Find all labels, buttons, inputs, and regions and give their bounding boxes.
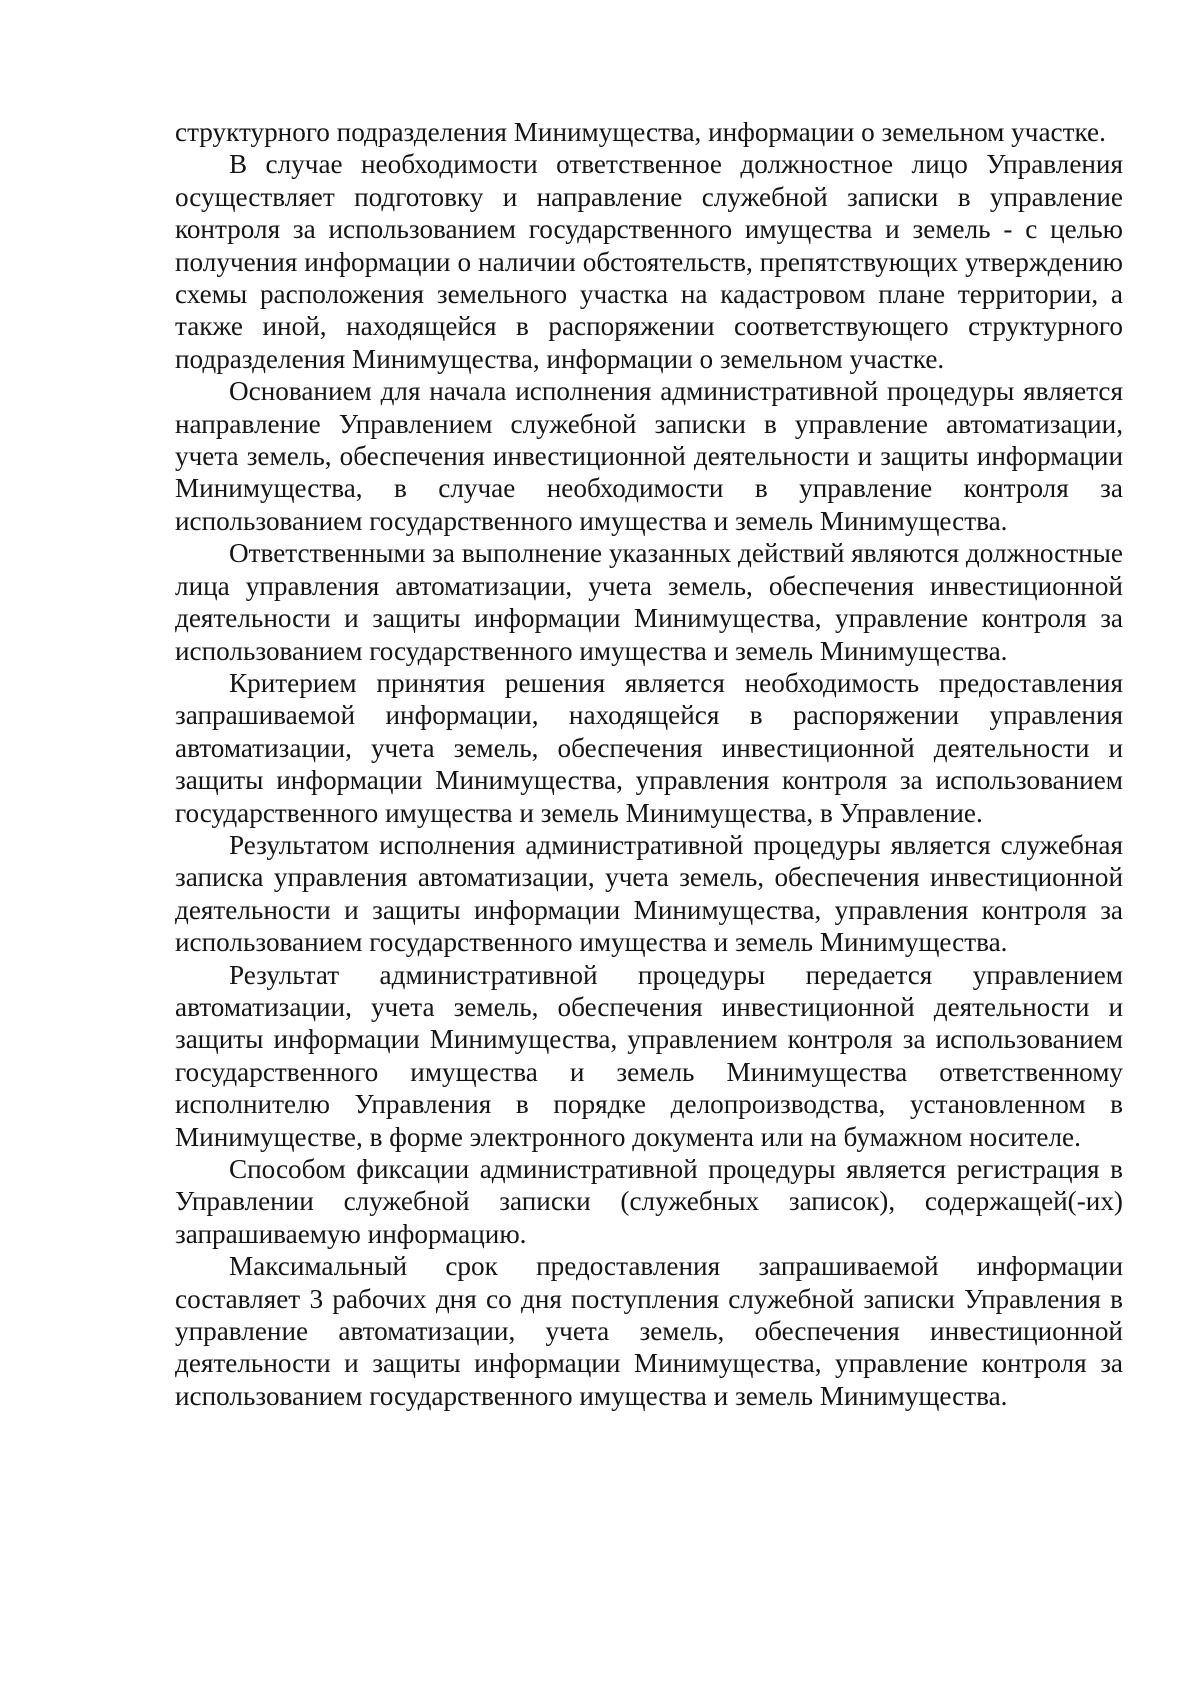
paragraph-responsible: Ответственными за выполнение указанных действий являются должностные лица управления автоматизации, учета земель, обеспечения инвестиционной деятельности и защиты информации Минимущества, управление контроля за использованием государственного имущества и земель Минимущества. — [175, 538, 1123, 666]
document-page — [175, 116, 1123, 1412]
paragraph-max-term: Максимальный срок предоставления запрашиваемой информации составляет 3 рабочих дня со дня поступления служебной записки Управления в управление автоматизации, учета земель, обеспечения инвестиционной деятельности и защиты информации Минимущества, управление контроля за использованием государственного имущества и земель Минимущества. — [175, 1251, 1123, 1411]
paragraph-fixation: Способом фиксации административной процедуры является регистрация в Управлении служебной записки (служебных записок), содержащей(-их) запрашиваемую информацию. — [175, 1154, 1123, 1249]
paragraph-basis: Основанием для начала исполнения административной процедуры является направление Управлением служебной записки в управление автоматизации, учета земель, обеспечения инвестиционной деятельности и защиты информации Минимущества, в случае необходимости в управление контроля за использованием государственного имущества и земель Минимущества. — [175, 376, 1123, 536]
paragraph-criterion: Критерием принятия решения является необходимость предоставления запрашиваемой информации, находящейся в распоряжении управления автоматизации, учета земель, обеспечения инвестиционной деятельности и защиты информации Минимущества, управления контроля за использованием государственного имущества и земель Минимущества, в Управление. — [175, 667, 1123, 828]
paragraph-necessity-request: В случае необходимости ответственное должностное лицо Управления осуществляет подготовку и направление служебной записки в управление контроля за использованием государственного имущества и земель - с целью получения информации о наличии обстоятельств, препятствующих утверждению схемы расположения земельного участка на кадастровом плане территории, а также иной, находящейся в распоряжении соответствующего структурного подразделения Минимущества, информации о земельном участке. — [175, 149, 1123, 374]
paragraph-result-transfer: Результат административной процедуры передается управлением автоматизации, учета земель, обеспечения инвестиционной деятельности и защиты информации Минимущества, управлением контроля за использованием государственного имущества и земель Минимущества ответственному исполнителю Управления в порядке делопроизводства, установленном в Минимуществе, в форме электронного документа или на бумажном носителе. — [175, 959, 1123, 1152]
paragraph-outcome: Результатом исполнения административной процедуры является служебная записка управления автоматизации, учета земель, обеспечения инвестиционной деятельности и защиты информации Минимущества, управления контроля за использованием государственного имущества и земель Минимущества. — [175, 829, 1123, 958]
paragraph-continuation: структурного подразделения Минимущества, информации о земельном участке. — [175, 117, 1106, 147]
